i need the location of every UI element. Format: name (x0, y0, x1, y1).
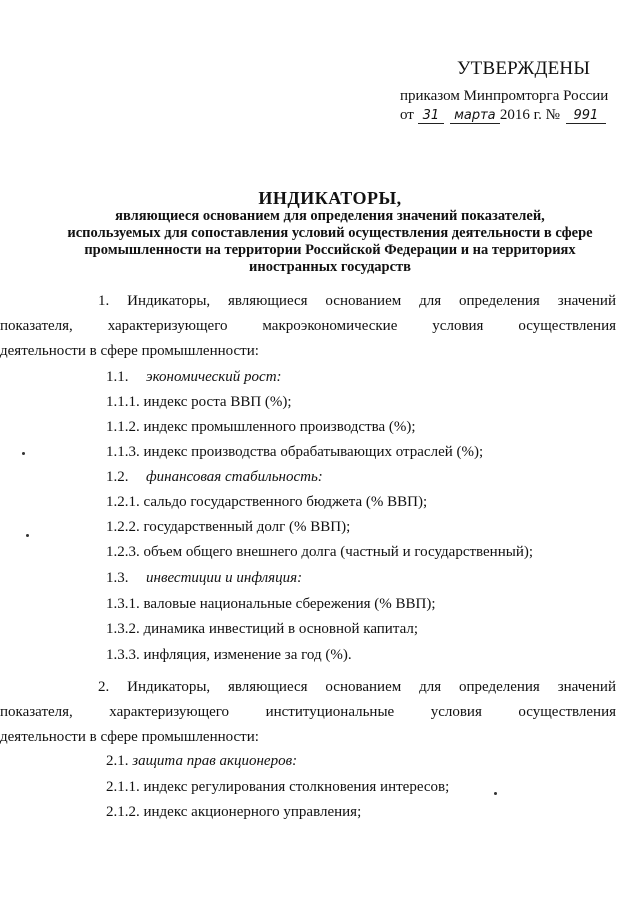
item-text: сальдо государственного бюджета (% ВВП); (143, 494, 428, 510)
handwritten-month: марта (450, 108, 500, 124)
document-title: ИНДИКАТОРЫ, (258, 188, 402, 208)
scan-dot-mark (22, 452, 25, 455)
item-number: 2.1. (106, 753, 129, 769)
item-text: инфляция, изменение за год (%). (143, 647, 352, 663)
list-item-1-1 (106, 369, 282, 386)
item-number: 1.1.2. (106, 419, 140, 435)
paragraph-line: деятельности в сфере промышленности: (0, 343, 259, 359)
list-item-1-3-1 (106, 596, 436, 613)
paragraph-line: показателя, характеризующего институциональные условия осуществления (0, 704, 616, 720)
item-number: 1.1.1. (106, 394, 140, 410)
list-item-1-3-2 (106, 621, 418, 638)
list-item-1-1-2 (106, 419, 416, 436)
item-text: индекс роста ВВП (%); (143, 394, 292, 410)
scan-dot-mark (494, 792, 497, 795)
item-number: 1.1.3. (106, 444, 140, 460)
scan-dot-mark (26, 534, 29, 537)
item-number: 1.3.1. (106, 596, 140, 612)
subtitle-line: используемых для сопоставления условий осуществления деятельности в сфере (67, 225, 593, 241)
list-item-2-1-2 (106, 804, 361, 821)
item-number: 1.2.2. (106, 519, 140, 535)
date-year: 2016 г. № (499, 107, 560, 123)
item-text: государственный долг (% ВВП); (143, 519, 351, 535)
item-number: 1.2.3. (106, 544, 140, 560)
item-text: инвестиции и инфляция: (146, 570, 303, 586)
item-number: 1.2.1. (106, 494, 140, 510)
list-item-1-2-3 (106, 544, 533, 561)
item-number: 1.2. (106, 469, 129, 485)
section-1-paragraph (0, 289, 616, 364)
list-item-1-2-1 (106, 494, 427, 511)
handwritten-order-number: 991 (566, 108, 606, 124)
paragraph-line: деятельности в сфере промышленности: (0, 729, 259, 745)
paragraph-line: показателя, характеризующего макроэкономические условия осуществления (0, 318, 616, 334)
handwritten-day: 31 (418, 108, 444, 124)
list-item-2-1 (106, 753, 297, 770)
item-text: индекс промышленного производства (%); (143, 419, 416, 435)
item-number: 1.1. (106, 369, 129, 385)
approval-date (400, 107, 606, 124)
list-item-1-3-3 (106, 647, 352, 664)
item-text: валовые национальные сбережения (% ВВП); (143, 596, 436, 612)
subtitle-line: иностранных государств (248, 259, 411, 275)
item-text: экономический рост: (146, 369, 282, 385)
approval-title: УТВЕРЖДЕНЫ (457, 58, 591, 79)
item-number: 1.3.3. (106, 647, 140, 663)
item-text: защита прав акционеров: (132, 753, 298, 769)
date-prefix: от (400, 107, 414, 123)
paragraph-line: 1. Индикаторы, являющиеся основанием для определения значений (98, 293, 616, 309)
approval-order: приказом Минпромторга России (400, 88, 609, 104)
list-item-1-1-1 (106, 394, 292, 411)
subtitle-line: промышленности на территории Российской Федерации и на территориях (84, 242, 576, 258)
item-number: 2.1.1. (106, 779, 140, 795)
item-text: объем общего внешнего долга (частный и государственный); (143, 544, 534, 560)
list-item-1-2-2 (106, 519, 350, 536)
section-2-paragraph (0, 675, 616, 750)
item-text: индекс производства обрабатывающих отраслей (%); (143, 444, 484, 460)
list-item-1-3 (106, 570, 302, 587)
item-number: 1.3.2. (106, 621, 140, 637)
list-item-1-2 (106, 469, 323, 486)
item-text: динамика инвестиций в основной капитал; (143, 621, 419, 637)
item-text: индекс акционерного управления; (143, 804, 362, 820)
item-text: финансовая стабильность: (146, 469, 323, 485)
item-number: 1.3. (106, 570, 129, 586)
item-text: индекс регулирования столкновения интересов; (143, 779, 450, 795)
subtitle-line: являющиеся основанием для определения значений показателей, (115, 208, 545, 224)
paragraph-line: 2. Индикаторы, являющиеся основанием для определения значений (98, 679, 616, 695)
item-number: 2.1.2. (106, 804, 140, 820)
document-subtitle (60, 208, 600, 276)
list-item-2-1-1 (106, 779, 449, 796)
list-item-1-1-3 (106, 444, 483, 461)
